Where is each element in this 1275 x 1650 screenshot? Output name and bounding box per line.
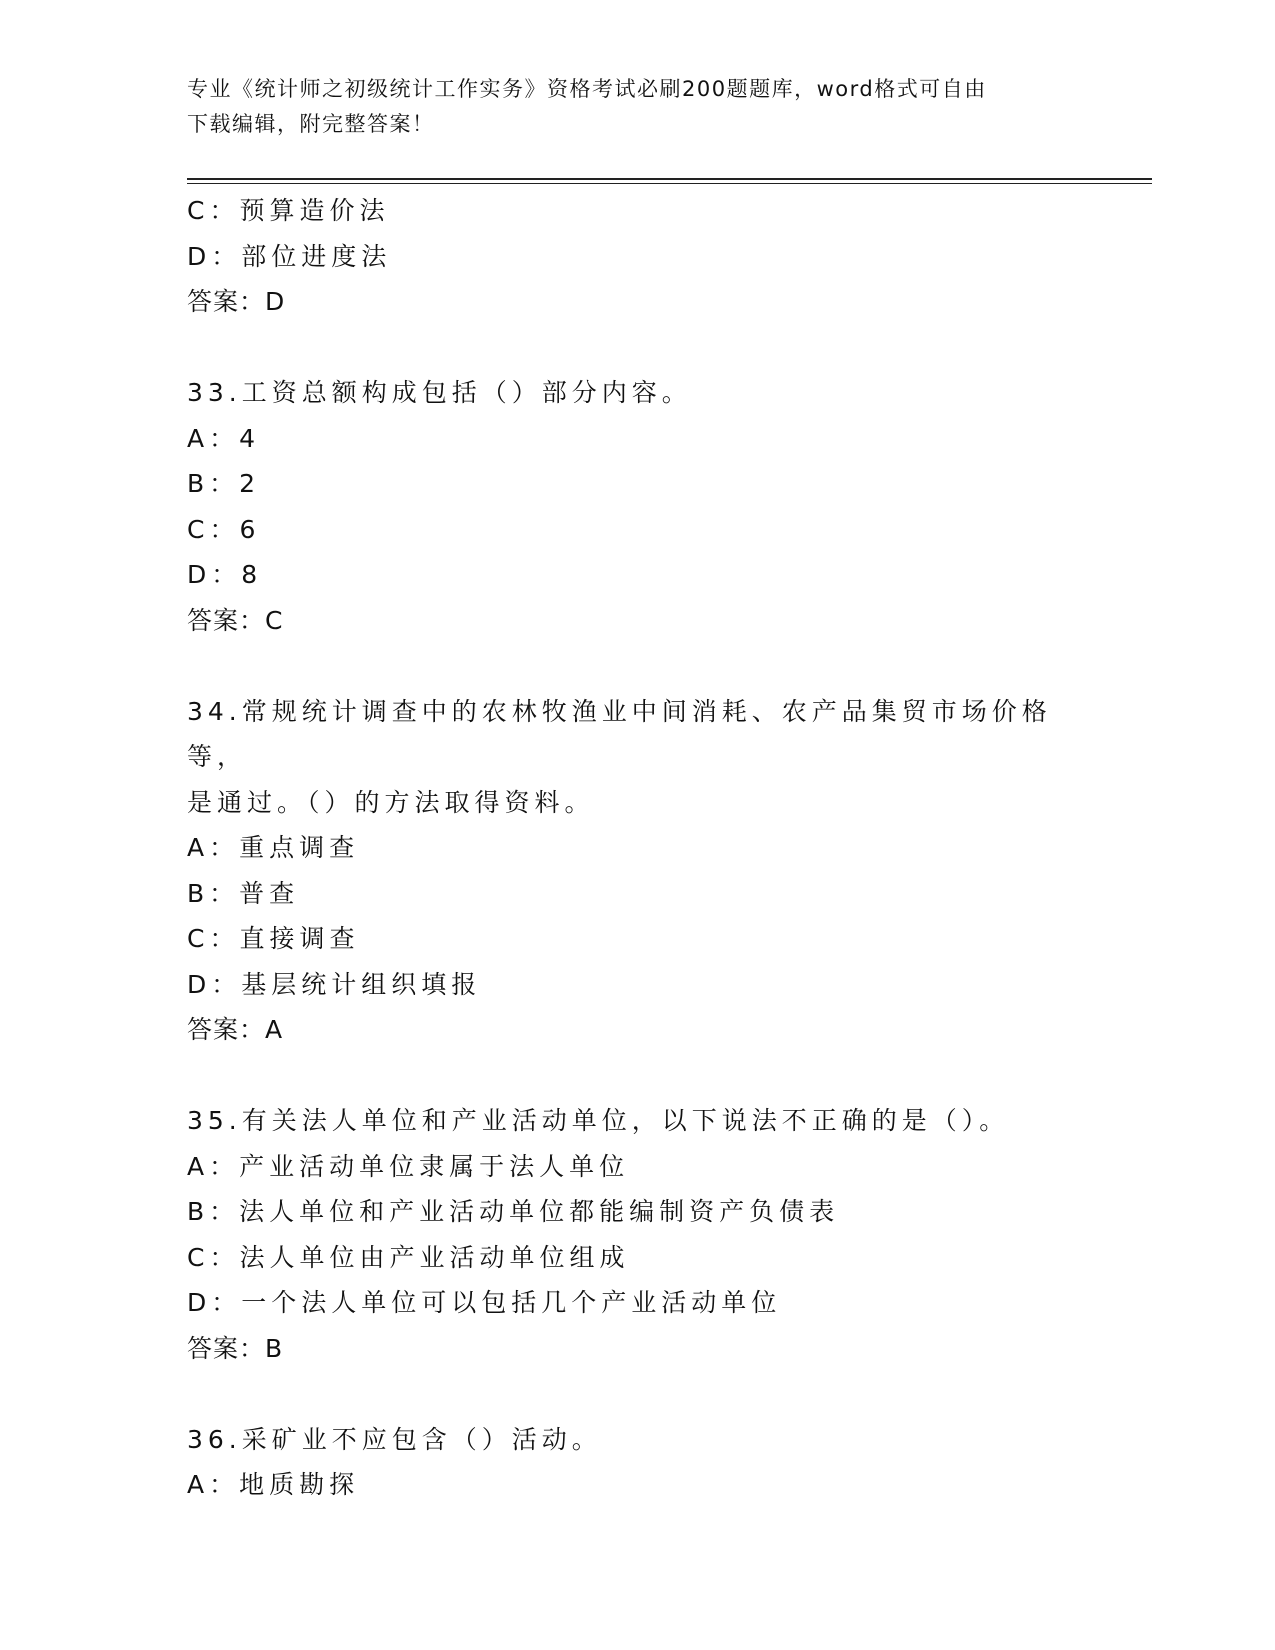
- option-b: B：普查: [187, 878, 300, 908]
- header-line-2: 下载编辑，附完整答案！: [187, 112, 435, 136]
- option-c: C：直接调查: [187, 924, 360, 953]
- option-b: B：2: [187, 469, 261, 498]
- document-header: [187, 72, 1087, 142]
- question-stem: 33.工资总额构成包括（）部分内容。: [187, 378, 692, 407]
- option-c: C：法人单位由产业活动单位组成: [187, 1242, 630, 1272]
- question-stem-continued: 是通过。（）的方法取得资料。: [187, 787, 595, 817]
- option-d: D：部位进度法: [187, 241, 392, 271]
- question-35: [187, 1098, 1087, 1371]
- option-b: B：法人单位和产业活动单位都能编制资产负债表: [187, 1197, 840, 1226]
- answer-line: 答案：B: [187, 1333, 284, 1363]
- continued-question: [187, 188, 1087, 325]
- option-d: D：基层统计组织填报: [187, 969, 482, 999]
- question-34: [187, 689, 1087, 1053]
- header-line-1: 专业《统计师之初级统计工作实务》资格考试必刷200题题库，word格式可自由: [187, 77, 987, 101]
- option-a: A：产业活动单位隶属于法人单位: [187, 1151, 630, 1181]
- option-a: A：4: [187, 423, 261, 453]
- question-stem: 35.有关法人单位和产业活动单位，以下说法不正确的是（）。: [187, 1106, 1010, 1135]
- spacer: [187, 1053, 1087, 1099]
- question-33: [187, 370, 1087, 643]
- spacer: [187, 325, 1087, 371]
- question-stem: 36.采矿业不应包含（）活动。: [187, 1424, 602, 1454]
- spacer: [187, 1371, 1087, 1417]
- answer-line: 答案：D: [187, 287, 286, 316]
- document-body: [187, 188, 1087, 1508]
- question-stem: 34.常规统计调查中的农林牧渔业中间消耗、农产品集贸市场价格等，: [187, 696, 1052, 771]
- answer-line: 答案：A: [187, 1015, 284, 1044]
- option-a: A：地质勘探: [187, 1470, 360, 1499]
- header-divider-thin: [187, 183, 1152, 184]
- option-a: A：重点调查: [187, 833, 360, 862]
- answer-line: 答案：C: [187, 605, 284, 635]
- option-c: C：预算造价法: [187, 196, 390, 225]
- question-36: [187, 1417, 1087, 1508]
- option-d: D：8: [187, 560, 263, 589]
- option-d: D：一个法人单位可以包括几个产业活动单位: [187, 1288, 782, 1317]
- option-c: C：6: [187, 514, 261, 544]
- spacer: [187, 643, 1087, 689]
- header-divider-thick: [187, 178, 1152, 180]
